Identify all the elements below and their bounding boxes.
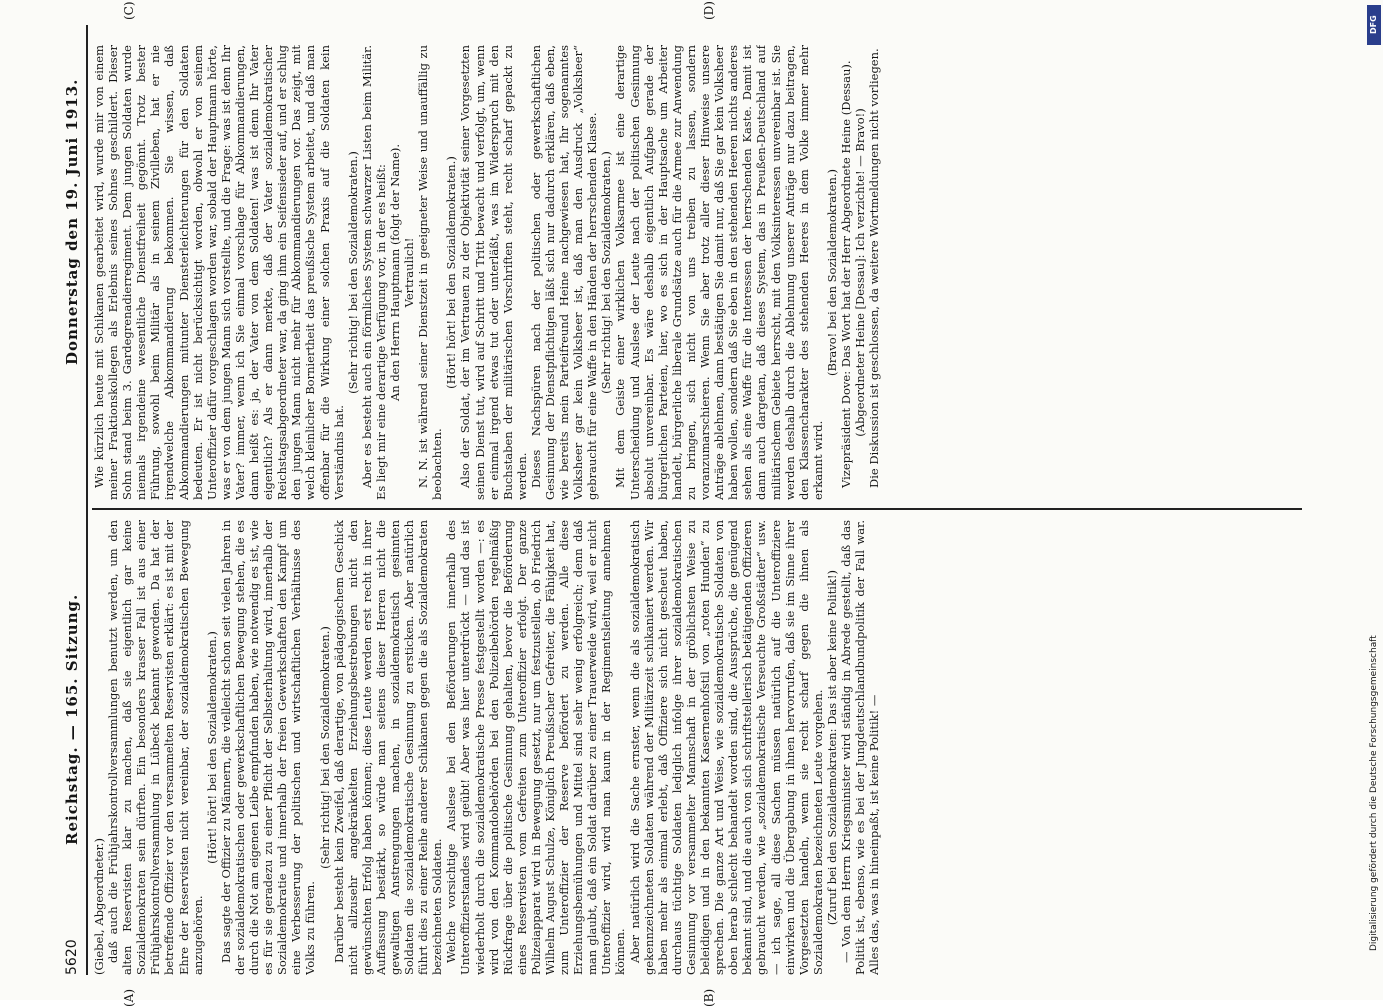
session-title: Reichstag. — 165. Sitzung. (63, 593, 81, 845)
margin-letter-c: (C) (122, 1, 136, 20)
paragraph: daß auch die Frühjahrskontrollversammlungen benutzt werden, um den alten Reservisten klar zu machen, daß sie eigentlich gar keine Sozialdemokraten sein dürften. Ein besonders krasser Fall ist aus einer Frühjahrskontrollversammlung in Lübeck bekannt geworden. Da hat der betreffende Offizier vor den versammelten Reservisten erklärt: es ist mit der Ehre der Reservisten nicht vereinbar, der sozialdemokratischen Bewegung anzugehören. (106, 520, 205, 975)
margin-letter-d: (D) (702, 1, 716, 20)
dfg-funding-note: Digitalisierung gefördert durch die Deutsche Forschungsgemeinschaft (1369, 635, 1379, 951)
interjection: (Sehr richtig! bei den Sozialdemokraten.) (599, 151, 614, 394)
paragraph: Aber natürlich wird die Sache ernster, wenn die als sozialdemokratisch gekennzeichneten Soldaten während der Militärzeit schikaniert werden. Wir haben mehr als einmal erlebt, daß Offiziere sich nicht gescheut haben, durchaus tüchtige Soldaten lediglich infolge ihrer sozialdemokratischen Gesinnung vor versammelter Mannschaft in der gröblichsten Weise zu beleidigen und in den bekannten Kasernenhofstil von „roten Hunden“ zu sprechen. Die ganze Art und Weise, wie sozialdemokratische Soldaten von oben herab schlecht behandelt worden sind, die Aussprüche, die genügend bekannt sind, und die auch von sich schriftstellerisch betätigenden Offizieren gebraucht werden, wie „sozialdemokratische Verseuchte Großstädter“ usw. — ich sage, all diese Sachen müssen natürlich auf die Unteroffiziere einwirken und die Übergabung in ihnen hervorrufen, daß sie im Sinne ihrer Vorgesetzten handeln, wenn sie recht scharf gegen die ihnen als Sozialdemokraten bezeichneten Leute vorgehen. (627, 520, 825, 975)
page-number: 5620 (64, 939, 80, 975)
quoted-line: An den Herrn Hauptmann (folgt der Name). (387, 143, 402, 402)
session-date: Donnerstag den 19. Juni 1913. (63, 78, 81, 365)
rotated-page-content (62, 1, 1322, 1007)
paragraph: Die Diskussion ist geschlossen, da weitere Wortmeldungen nicht vorliegen. (867, 48, 882, 488)
paragraph: Dieses Nachspüren nach der politischen oder gewerkschaftlichen Gesinnung der Dienstpflichtigen läßt sich nur dadurch erklären, daß eben, wie bereits mein Parteifreund Heine nachgewiesen hat, Ihr sogenanntes Volksheer gar kein Volksheer ist, daß man den Ausdruck „Volksheer“ gebraucht für eine Waffe in den Händen der herrschenden Klasse. (528, 45, 600, 500)
quoted-line: N. N. ist während seiner Dienstzeit in geeigneter Weise und unauffällig zu beobachten. (416, 45, 445, 500)
paragraph: Welche vorsichtige Auslese bei den Beförderungen innerhalb des Unteroffizierstandes wird geübt! Aber was hier unterdrückt — und das ist wiederholt durch die sozialdemokratische Presse festgestellt worden —: es wird von den Kommandobehörden bei den Polizeibehörden regelmäßig Rückfrage über die politische Gesinnung gehalten, bevor die Beförderung eines Reservisten vom Gefreiten zum Unteroffizier erfolgt. Der ganze Polizeiapparat wird in Bewegung gesetzt, nur um festzustellen, ob Friedrich Wilhelm August Schulze, Königlich Preußischer Gefreiter, die Fähigkeit hat, zum Unteroffizier der Reserve befördert zu werden. Alle diese Erziehungsbemühungen und Mittel sind sehr wenig erfolgreich; denn daß man glaubt, daß ein Soldat darüber zu einer Trauerweide wird, weil er nicht Unteroffizier wird, wird man kaum in der Regimentsleitung annehmen können. (444, 520, 628, 975)
paragraph: Also der Soldat, der im Vertrauen zu der Objektivität seiner Vorgesetzten seinen Dienst tut, wird auf Schritt und Tritt bewacht und verfolgt, um, wenn er einmal irgend etwas tut oder unterläßt, was im Widerspruch mit den Buchstaben der militärischen Vorschriften steht, recht scharf gepackt zu werden. (458, 45, 529, 500)
paragraph: Aber es besteht auch ein förmliches System schwarzer Listen beim Militär. Es liegt mir eine derartige Verfügung vor, in der es heißt: (359, 45, 388, 500)
paragraph: Das sagte der Offizier zu Männern, die vielleicht schon seit vielen Jahren in der sozialdemokratischen oder gewerkschaftlichen Bewegung stehen, die es durch die Not am eigenen Leibe empfunden haben, wie notwendig es ist, wie es für sie geradezu zu einer Pflicht der Selbsterhaltung wird, innerhalb der Sozialdemokratie und innerhalb der freien Gewerkschaften den Kampf um eine Verbesserung der politischen und wirtschaftlichen Verhältnisse des Volks zu führen. (218, 520, 318, 975)
margin-letter-b: (B) (702, 988, 716, 1007)
dfg-logo: DFG (1367, 5, 1381, 45)
left-column (92, 520, 1312, 975)
interjection: (Sehr richtig! bei den Sozialdemokraten.) (317, 626, 332, 869)
header-rule (86, 25, 88, 975)
paragraph: Wie kürzlich heute mit Schikanen gearbeitet wird, wurde mir von einem meiner Fraktionskollegen als Erlebnis seines Sohnes geschildert. Dieser Sohn stand beim 3. Gardegrenadierregiment. Dem jungen Soldaten wurde niemals irgendeine wesentliche Dienstfreiheit gegönnt. Trotz bester Führung, sowohl beim Militär als in seinem Zivilleben, hat er nie irgendwelche Abkommandierung bekommen. Sie wissen, daß Abkommandierungen mitunter Diensterleichterungen für den Soldaten bedeuten. Er ist nicht berücksichtigt worden, obwohl er von seinem Unteroffizier dafür vorgeschlagen worden war, sobald der Hauptmann hörte, was er von dem jungen Mann sich vorstellte, und die Frage: was ist denn Ihr Vater? immer, wenn ich Sie einmal vorschlage für Abkommandierungen, dann heißt es: ja, der Vater von dem Soldaten! was ist denn Ihr Vater eigentlich? Als er dann merkte, daß der Vater sozialdemokratischer Reichstagsabgeordneter war, da ging ihm ein Seifensieder auf, und er schlug den jungen Mann nicht mehr für Abkommandierungen vor. Das zeigt, mit welch kleinlicher Borniertheit das preußische System arbeitet, und daß man offenbar für die Wirkung einer solchen Praxis auf die Soldaten kein Verständnis hat. (92, 45, 346, 500)
interjection: (Sehr richtig! bei den Sozialdemokraten.) (345, 151, 360, 394)
paragraph: Darüber besteht kein Zweifel, daß derartige, von pädagogischem Geschick nicht allzusehr angekränkelten Erziehungsbestrebungen nicht den gewünschten Erfolg haben können; diese Leute werden erst recht in ihrer Auffassung bestärkt, so würde man seitens dieser Herren nicht die gewaltigen Anstrengungen machen, in sozialdemokratisch gesinnten Soldaten die sozialdemokratische Gesinnung zu ersticken. Aber natürlich führt dies zu einer Reihe anderer Schikanen gegen die als Sozialdemokraten bezeichneten Soldaten. (331, 520, 445, 975)
speaker-label: (Giebel, Abgeordneter.) (92, 838, 106, 975)
right-column (92, 45, 1312, 500)
interjection: (Abgeordneter Heine [Dessau]: Ich verzichte! — Bravo!) (853, 108, 868, 437)
quoted-line: Vertraulich! (402, 237, 417, 308)
dfg-side-note (1367, 5, 1381, 995)
interjection: (Hört! hört! bei den Sozialdemokraten.) (444, 156, 459, 389)
interjection: (Bravo! bei den Sozialdemokraten.) (824, 168, 839, 377)
paragraph: — Von dem Herrn Kriegsminister wird ständig in Abrede gestellt, daß das Politik ist, ebenso, wie es bei der Jungdeutschlandbundpolitik der Fall war. Alles das, was in hineinpaßt, ist keine Politik! — (838, 520, 882, 975)
interjection: (Zuruf bei den Sozialdemokraten: Das ist aber keine Politik!) (824, 569, 839, 926)
paragraph: Vizepräsident Dove: Das Wort hat der Herr Abgeordnete Heine (Dessau). (838, 60, 853, 488)
page-header (62, 25, 88, 975)
interjection: (Hört! hört! bei den Sozialdemokraten.) (204, 631, 219, 864)
column-divider (92, 508, 1302, 510)
margin-letter-a: (A) (122, 988, 136, 1007)
paragraph: Mit dem Geiste einer wirklichen Volksarmee ist eine derartige Unterscheidung und Auslese der Leute nach der politischen Gesinnung absolut unvereinbar. Es wäre deshalb eigentlich Aufgabe gerade der bürgerlichen Parteien, hier, wo es sich in der Hauptsache um Arbeiter handelt, bürgerliche liberale Grundsätze auch für die Armee zur Anwendung zu bringen, sich nicht von uns treiben zu lassen, sondern voranzumarschieren. Wenn Sie aber trotz aller dieser Hinweise unsere Anträge ablehnen, dann bestätigen Sie damit nur, daß Sie gar kein Volksheer haben wollen, sondern daß Sie eben in den stehenden Heeren nichts anderes sehen als eine Waffe für die Interessen der herrschenden Kaste. Damit ist dann auch dargetan, daß dieses System, das in Preußen-Deutschland auf militärischem Gebiete herrscht, mit den Volksinteressen unvereinbar ist. Sie werden deshalb durch die Ablehnung unserer Anträge nur dazu beitragen, den Klassencharakter des stehenden Heeres in dem Volke immer mehr erkannt wird. (613, 45, 825, 500)
